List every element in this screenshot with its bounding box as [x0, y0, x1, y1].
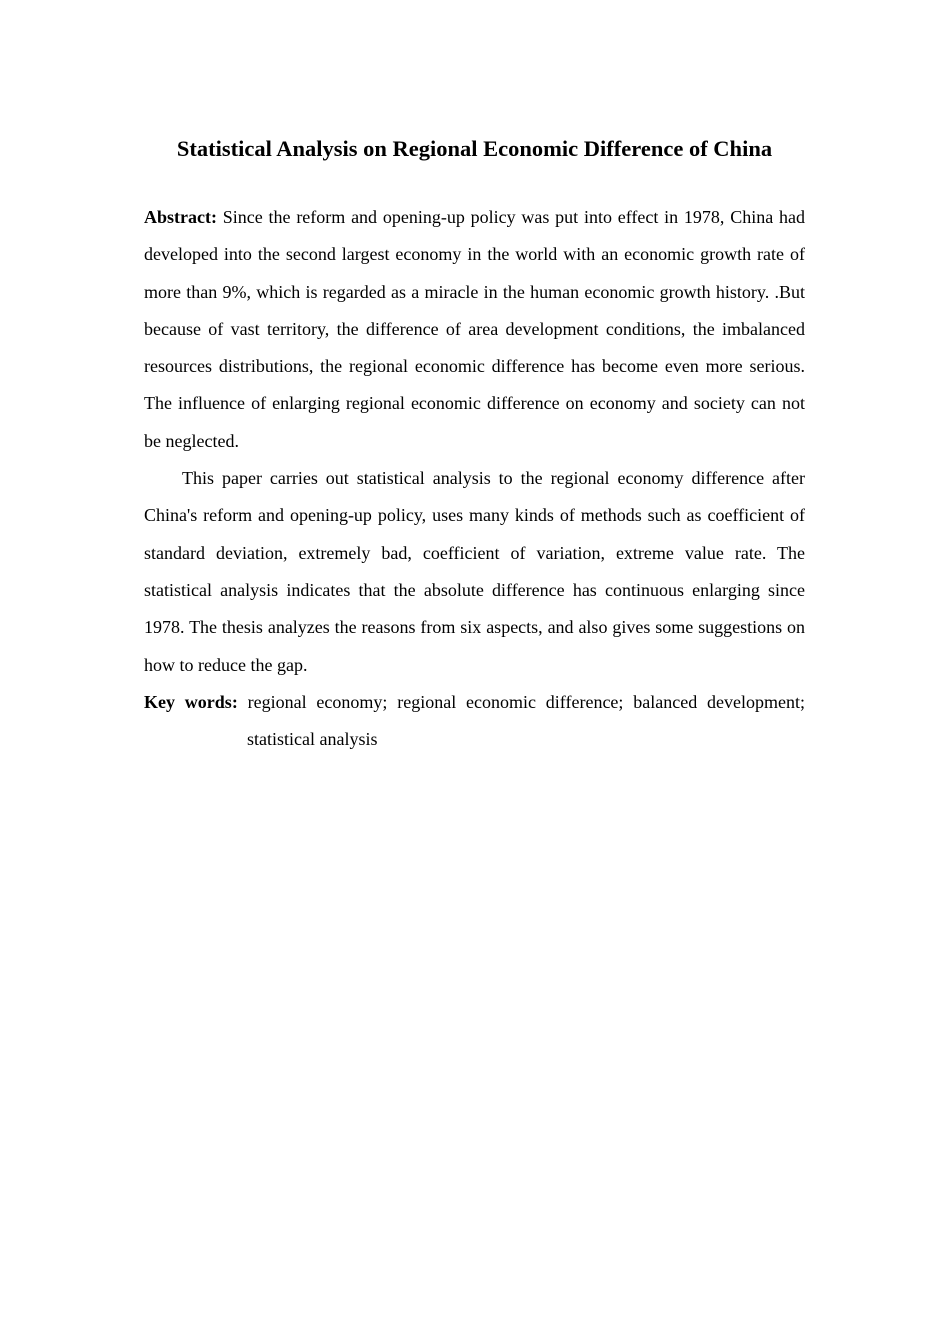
abstract-paragraph	[144, 199, 805, 460]
keywords-paragraph	[144, 684, 805, 759]
abstract-paragraph-2: This paper carries out statistical analysis to the regional economy difference after China's reform and opening-up policy, uses many kinds of methods such as coefficient of standard deviation, extremely bad, coefficient of variation, extreme value rate. The statistical analysis indicates that the absolute difference has continuous enlarging since 1978. The thesis analyzes the reasons from six aspects, and also gives some suggestions on how to reduce the gap.	[144, 468, 805, 675]
document-body	[144, 132, 805, 758]
document-title: Statistical Analysis on Regional Economic Difference of China	[176, 136, 773, 161]
abstract-label: Abstract:	[144, 207, 217, 227]
keywords-label: Key words:	[144, 691, 238, 712]
abstract-text: Since the reform and opening-up policy was put into effect in 1978, China had developed into the second largest economy in the world with an economic growth rate of more than 9%, which is regarded as a miracle in the human economic growth history. .But because of vast territory, the difference of area development conditions, the imbalanced resources distributions, the regional economic difference has become even more serious. The influence of enlarging regional economic difference on economy and society can not be neglected.	[144, 207, 805, 451]
keywords-text: regional economy; regional economic difference; balanced development; statistical analysis	[237, 691, 805, 750]
